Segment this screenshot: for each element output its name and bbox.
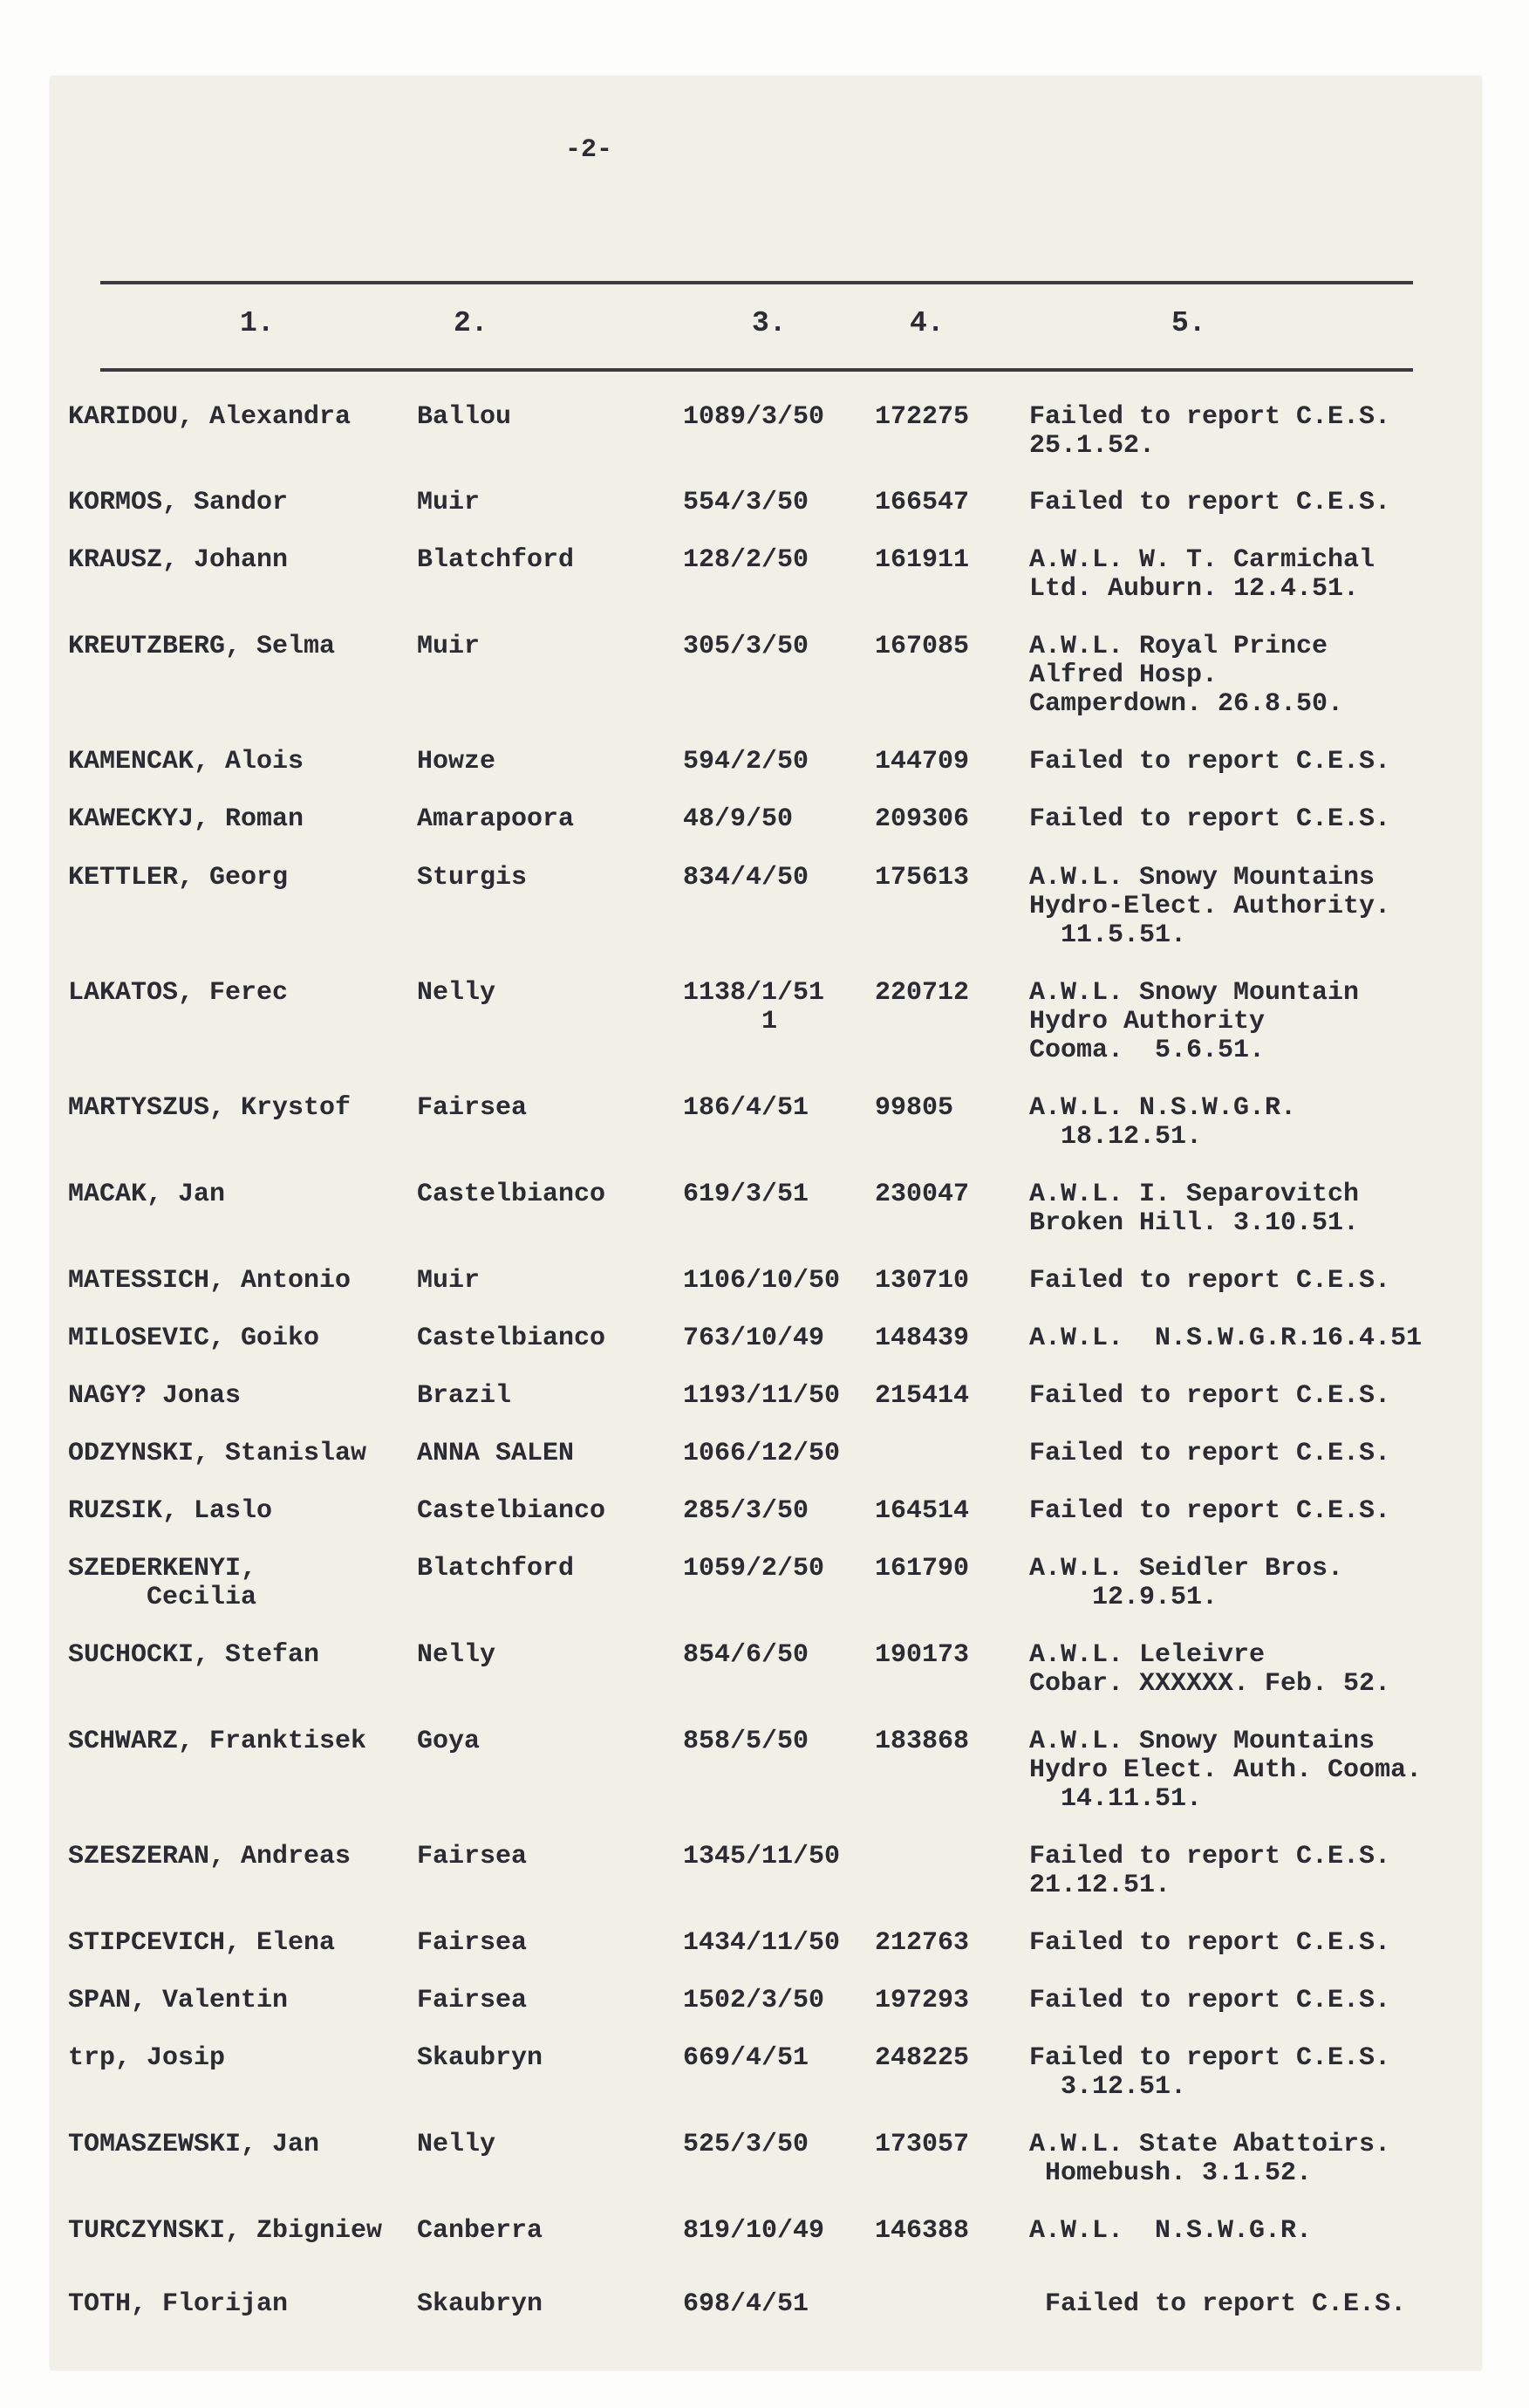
- person-name: STIPCEVICH, Elena: [68, 1928, 336, 1958]
- remarks: Failed to report C.E.S.: [1029, 1266, 1391, 1296]
- registration-number: 167085: [875, 632, 970, 661]
- ship-name: Fairsea: [417, 1842, 528, 1871]
- remarks: Failed to report C.E.S.: [1029, 1928, 1391, 1958]
- file-number: 1434/11/50: [683, 1928, 841, 1958]
- page-number: -2-: [565, 135, 613, 165]
- ship-name: Blatchford: [417, 545, 575, 575]
- person-name: KAMENCAK, Alois: [68, 747, 304, 776]
- person-name: MARTYSZUS, Krystof: [68, 1093, 352, 1123]
- remarks: A.W.L. N.S.W.G.R.: [1029, 2216, 1313, 2246]
- ship-name: Fairsea: [417, 1093, 528, 1123]
- remarks: Failed to report C.E.S.: [1029, 488, 1391, 517]
- file-number: 1106/10/50: [683, 1266, 841, 1296]
- remarks: Failed to report C.E.S.: [1029, 2289, 1407, 2319]
- ship-name: Muir: [417, 488, 481, 517]
- file-number: 1138/1/51 1: [683, 978, 825, 1036]
- remarks: A.W.L. Royal Prince Alfred Hosp. Camperdown. 26.8.50.: [1029, 632, 1344, 719]
- file-number: 554/3/50: [683, 488, 809, 517]
- registration-number: 166547: [875, 488, 970, 517]
- person-name: trp, Josip: [68, 2043, 226, 2073]
- person-name: LAKATOS, Ferec: [68, 978, 289, 1008]
- file-number: 594/2/50: [683, 747, 809, 776]
- remarks: A.W.L. Snowy Mountains Hydro Elect. Auth. Cooma. 14.11.51.: [1029, 1727, 1423, 1814]
- registration-number: 99805: [875, 1093, 954, 1123]
- ship-name: Muir: [417, 1266, 481, 1296]
- person-name: MATESSICH, Antonio: [68, 1266, 352, 1296]
- remarks: A.W.L. I. Separovitch Broken Hill. 3.10.51.: [1029, 1180, 1360, 1238]
- registration-number: 175613: [875, 863, 970, 893]
- registration-number: 190173: [875, 1640, 970, 1670]
- ship-name: Blatchford: [417, 1554, 575, 1584]
- column-header-4: 4.: [910, 307, 945, 339]
- file-number: 669/4/51: [683, 2043, 809, 2073]
- registration-number: 197293: [875, 1986, 970, 2015]
- file-number: 186/4/51: [683, 1093, 809, 1123]
- remarks: Failed to report C.E.S.: [1029, 1381, 1391, 1411]
- file-number: 698/4/51: [683, 2289, 809, 2319]
- registration-number: 144709: [875, 747, 970, 776]
- person-name: SUCHOCKI, Stefan: [68, 1640, 320, 1670]
- remarks: A.W.L. Snowy Mountain Hydro Authority Cooma. 5.6.51.: [1029, 978, 1360, 1065]
- remarks: A.W.L. N.S.W.G.R. 18.12.51.: [1029, 1093, 1297, 1152]
- person-name: RUZSIK, Laslo: [68, 1496, 273, 1526]
- remarks: Failed to report C.E.S. 25.1.52.: [1029, 402, 1391, 461]
- registration-number: 183868: [875, 1727, 970, 1756]
- remarks: A.W.L. Leleivre Cobar. XXXXXX. Feb. 52.: [1029, 1640, 1391, 1699]
- person-name: TOTH, Florijan: [68, 2289, 289, 2319]
- ship-name: Skaubryn: [417, 2289, 543, 2319]
- registration-number: 130710: [875, 1266, 970, 1296]
- file-number: 854/6/50: [683, 1640, 809, 1670]
- file-number: 128/2/50: [683, 545, 809, 575]
- remarks: A.W.L. Snowy Mountains Hydro-Elect. Authority. 11.5.51.: [1029, 863, 1391, 950]
- ship-name: Nelly: [417, 978, 496, 1008]
- remarks: Failed to report C.E.S.: [1029, 1986, 1391, 2015]
- column-header-3: 3.: [752, 307, 787, 339]
- ship-name: Brazil: [417, 1381, 512, 1411]
- person-name: KRAUSZ, Johann: [68, 545, 289, 575]
- remarks: A.W.L. N.S.W.G.R.16.4.51: [1029, 1324, 1423, 1353]
- ship-name: Muir: [417, 632, 481, 661]
- registration-number: 161790: [875, 1554, 970, 1584]
- file-number: 1089/3/50: [683, 402, 825, 432]
- column-header-2: 2.: [454, 307, 488, 339]
- registration-number: 164514: [875, 1496, 970, 1526]
- person-name: SZESZERAN, Andreas: [68, 1842, 352, 1871]
- registration-number: 230047: [875, 1180, 970, 1209]
- ship-name: Amarapoora: [417, 804, 575, 834]
- registration-number: 248225: [875, 2043, 970, 2073]
- ship-name: Fairsea: [417, 1928, 528, 1958]
- ship-name: Castelbianco: [417, 1180, 606, 1209]
- person-name: KETTLER, Georg: [68, 863, 289, 893]
- file-number: 1345/11/50: [683, 1842, 841, 1871]
- file-number: 763/10/49: [683, 1324, 825, 1353]
- registration-number: 209306: [875, 804, 970, 834]
- ship-name: Goya: [417, 1727, 481, 1756]
- header-rule-bottom: [100, 368, 1413, 372]
- person-name: NAGY? Jonas: [68, 1381, 242, 1411]
- ship-name: ANNA SALEN: [417, 1439, 575, 1468]
- file-number: 1066/12/50: [683, 1439, 841, 1468]
- ship-name: Castelbianco: [417, 1496, 606, 1526]
- registration-number: 161911: [875, 545, 970, 575]
- person-name: MILOSEVIC, Goiko: [68, 1324, 320, 1353]
- remarks: Failed to report C.E.S.: [1029, 1496, 1391, 1526]
- ship-name: Sturgis: [417, 863, 528, 893]
- file-number: 819/10/49: [683, 2216, 825, 2246]
- remarks: A.W.L. Seidler Bros. 12.9.51.: [1029, 1554, 1344, 1612]
- remarks: Failed to report C.E.S. 21.12.51.: [1029, 1842, 1391, 1900]
- file-number: 1193/11/50: [683, 1381, 841, 1411]
- header-rule-top: [100, 281, 1413, 284]
- person-name: TURCZYNSKI, Zbigniew: [68, 2216, 383, 2246]
- ship-name: Fairsea: [417, 1986, 528, 2015]
- file-number: 305/3/50: [683, 632, 809, 661]
- column-header-1: 1.: [240, 307, 275, 339]
- file-number: 525/3/50: [683, 2130, 809, 2159]
- remarks: A.W.L. W. T. Carmichal Ltd. Auburn. 12.4.51.: [1029, 545, 1375, 604]
- file-number: 858/5/50: [683, 1727, 809, 1756]
- registration-number: 220712: [875, 978, 970, 1008]
- registration-number: 148439: [875, 1324, 970, 1353]
- file-number: 1059/2/50: [683, 1554, 825, 1584]
- remarks: Failed to report C.E.S.: [1029, 747, 1391, 776]
- registration-number: 212763: [875, 1928, 970, 1958]
- person-name: ODZYNSKI, Stanislaw: [68, 1439, 367, 1468]
- person-name: SZEDERKENYI, Cecilia: [68, 1554, 257, 1612]
- file-number: 48/9/50: [683, 804, 794, 834]
- ship-name: Nelly: [417, 2130, 496, 2159]
- ship-name: Ballou: [417, 402, 512, 432]
- person-name: KARIDOU, Alexandra: [68, 402, 352, 432]
- ship-name: Castelbianco: [417, 1324, 606, 1353]
- person-name: SCHWARZ, Franktisek: [68, 1727, 367, 1756]
- registration-number: 173057: [875, 2130, 970, 2159]
- registration-number: 172275: [875, 402, 970, 432]
- file-number: 285/3/50: [683, 1496, 809, 1526]
- person-name: SPAN, Valentin: [68, 1986, 289, 2015]
- person-name: TOMASZEWSKI, Jan: [68, 2130, 320, 2159]
- person-name: KREUTZBERG, Selma: [68, 632, 336, 661]
- file-number: 619/3/51: [683, 1180, 809, 1209]
- file-number: 1502/3/50: [683, 1986, 825, 2015]
- remarks: Failed to report C.E.S.: [1029, 1439, 1391, 1468]
- person-name: KAWECKYJ, Roman: [68, 804, 304, 834]
- ship-name: Nelly: [417, 1640, 496, 1670]
- registration-number: 146388: [875, 2216, 970, 2246]
- column-header-5: 5.: [1171, 307, 1206, 339]
- file-number: 834/4/50: [683, 863, 809, 893]
- remarks: Failed to report C.E.S. 3.12.51.: [1029, 2043, 1391, 2102]
- registration-number: 215414: [875, 1381, 970, 1411]
- ship-name: Howze: [417, 747, 496, 776]
- person-name: MACAK, Jan: [68, 1180, 226, 1209]
- ship-name: Canberra: [417, 2216, 543, 2246]
- ship-name: Skaubryn: [417, 2043, 543, 2073]
- person-name: KORMOS, Sandor: [68, 488, 289, 517]
- remarks: Failed to report C.E.S.: [1029, 804, 1391, 834]
- remarks: A.W.L. State Abattoirs. Homebush. 3.1.52.: [1029, 2130, 1391, 2188]
